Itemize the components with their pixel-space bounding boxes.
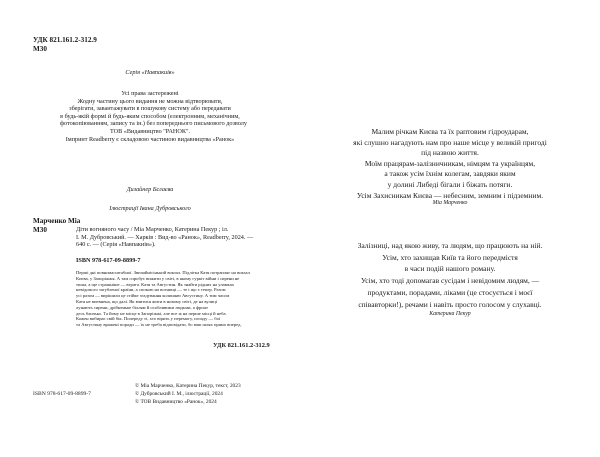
- dedication-line: в часи подій нашого роману.: [404, 264, 496, 274]
- rights-line: Імпринт Readberry є складовою частиною видавництва «Ранок»: [65, 135, 235, 143]
- dedication-marchenko: [300, 127, 600, 201]
- annotation-line: Києва, у Запоріжжя. А там спробує вижити у світі, в якому гуркіт війни і сирени не: [76, 275, 240, 281]
- dedication-pekur: [300, 240, 600, 310]
- annotation-line: Перші дні повномасштабної. Звичайнісінький вокзал. Підлітка Катя потрапляє на вокзал: [76, 270, 250, 275]
- rights-line: фотокопіюванням, запису та ін.) без попереднього письмового дозволу: [60, 120, 247, 128]
- right-page-dedication: [300, 0, 600, 457]
- signature-pekur: Катерина Пекур: [429, 311, 471, 317]
- biblio-line: І. М. Дубровський. — Харків : Вид-во «Ранок», Readberry, 2024. —: [76, 233, 254, 241]
- isbn-bottom: ISBN 978-617-09-8899-7: [33, 391, 91, 397]
- copyright-line: © ТОВ Видавництво «Ранок», 2024: [135, 398, 217, 405]
- dedication-line: Усім, хто тоді допомагав сусідам і невідомим людям, —: [360, 276, 540, 286]
- illustrator-credit: Ілюстрації Івана Дубровського: [109, 205, 191, 212]
- signature-marchenko: Міа Марченко: [432, 200, 468, 206]
- dedication-line: Залізниці, над якою живу, та людям, що працюють на ній.: [357, 241, 543, 250]
- rights-line: ТОВ «Видавництво "РАНОК".: [109, 127, 191, 135]
- udk-code-top: [33, 36, 97, 54]
- author-heading: Марченко Міа: [33, 217, 81, 225]
- dedication-line: Усім Захисникам Києва — небесним, земним і підземним.: [356, 190, 544, 200]
- dedication-line: під назвою життя.: [421, 148, 479, 158]
- udk-top-line: УДК 821.161.2-312.9: [33, 36, 97, 44]
- rights-line: Усі права застережені: [121, 90, 179, 97]
- book-code-top: М30: [33, 45, 47, 53]
- annotation-line: тиша, а ще страшніше — втрата. Катя та Августин. Як знайти рідних на уламках: [76, 281, 235, 287]
- dedication-line: які слушно нагадують нам про наше місце у великій пригоді: [353, 137, 547, 147]
- annotation-line: Катя не впевнена, що далі. Як вчитися жити в новому світі, де на вулиці: [76, 298, 217, 304]
- dedication-line: а також усім їхнім колегам, завдяки яким: [384, 169, 516, 179]
- annotation-line: десь близько. Та йому не місце в Запоріжжі, але все ж на перше місці й неба.: [76, 310, 227, 316]
- dedication-line: Малим річкам Києва та їх раптовим гідроударам,: [371, 127, 529, 136]
- annotation-line: усі разом — вирішили це стійке згадування колишню Августину. А тим часом: [76, 293, 230, 299]
- dedication-line: Усім, хто захищав Київ та його передмістя: [382, 252, 518, 262]
- bibliographic-record: [76, 226, 274, 249]
- annotation-line: лунають сирени, дрібненьке біллям й особливими людьми, а фронт: [76, 304, 209, 310]
- rights-block: [60, 90, 247, 143]
- designer-credit: Дизайнер Бєлаєва: [126, 186, 174, 193]
- rights-line: Жодну частину цього видання не можна відтворювати,: [77, 97, 223, 105]
- book-code-bottom: М30: [33, 226, 47, 234]
- dedication-line: співавторки!), речами і навіть просто голосом у слухавці.: [358, 299, 542, 309]
- copyright-line: © Міа Марченко, Катерина Пекур, текст, 2023: [135, 383, 241, 389]
- dedication-line: у долині Либеді бігали і біжать потяги.: [387, 179, 513, 189]
- biblio-line: Діти вогняного часу / Міа Марченко, Катерина Пекур ; іл.: [76, 226, 229, 233]
- annotation-line: невідомого загубленої країни, а спокою на вогнищі — те і що є тепер. Разом: [76, 287, 226, 293]
- udk-code-bottom: УДК 821.161.2-312.9: [213, 342, 270, 349]
- rights-line: в будь-якій формі й будь-яким способом (електронним, механічним,: [60, 112, 240, 120]
- annotation-line: Кожен вибирає свій бік. Попереду ті, хто вірить у перемогу, позаду — бої: [76, 316, 221, 322]
- isbn-record: ISBN 978-617-09-8899-7: [76, 257, 141, 264]
- copyright-block: [135, 383, 241, 406]
- annotation-line: та Августину вражені поради — їх не треба відповідати, бо ваш шлях прямо вперед.: [76, 322, 242, 328]
- dedication-line: Моїм працярам-залізничникам, німцям та українцям,: [364, 158, 536, 168]
- annotation: [76, 270, 274, 328]
- biblio-line: 640 с. — (Серія «Навпакиів»).: [76, 241, 156, 249]
- rights-line: зберігати, завантажувати в пошукову систему або передавати: [69, 105, 231, 113]
- series-credit: Серія «Навпакиів»: [125, 69, 175, 76]
- dedication-line: продуктами, порадами, ліками (це стосується і моєї: [367, 287, 533, 297]
- copyright-line: © Дубровський І. М., ілюстрації, 2024: [135, 390, 223, 397]
